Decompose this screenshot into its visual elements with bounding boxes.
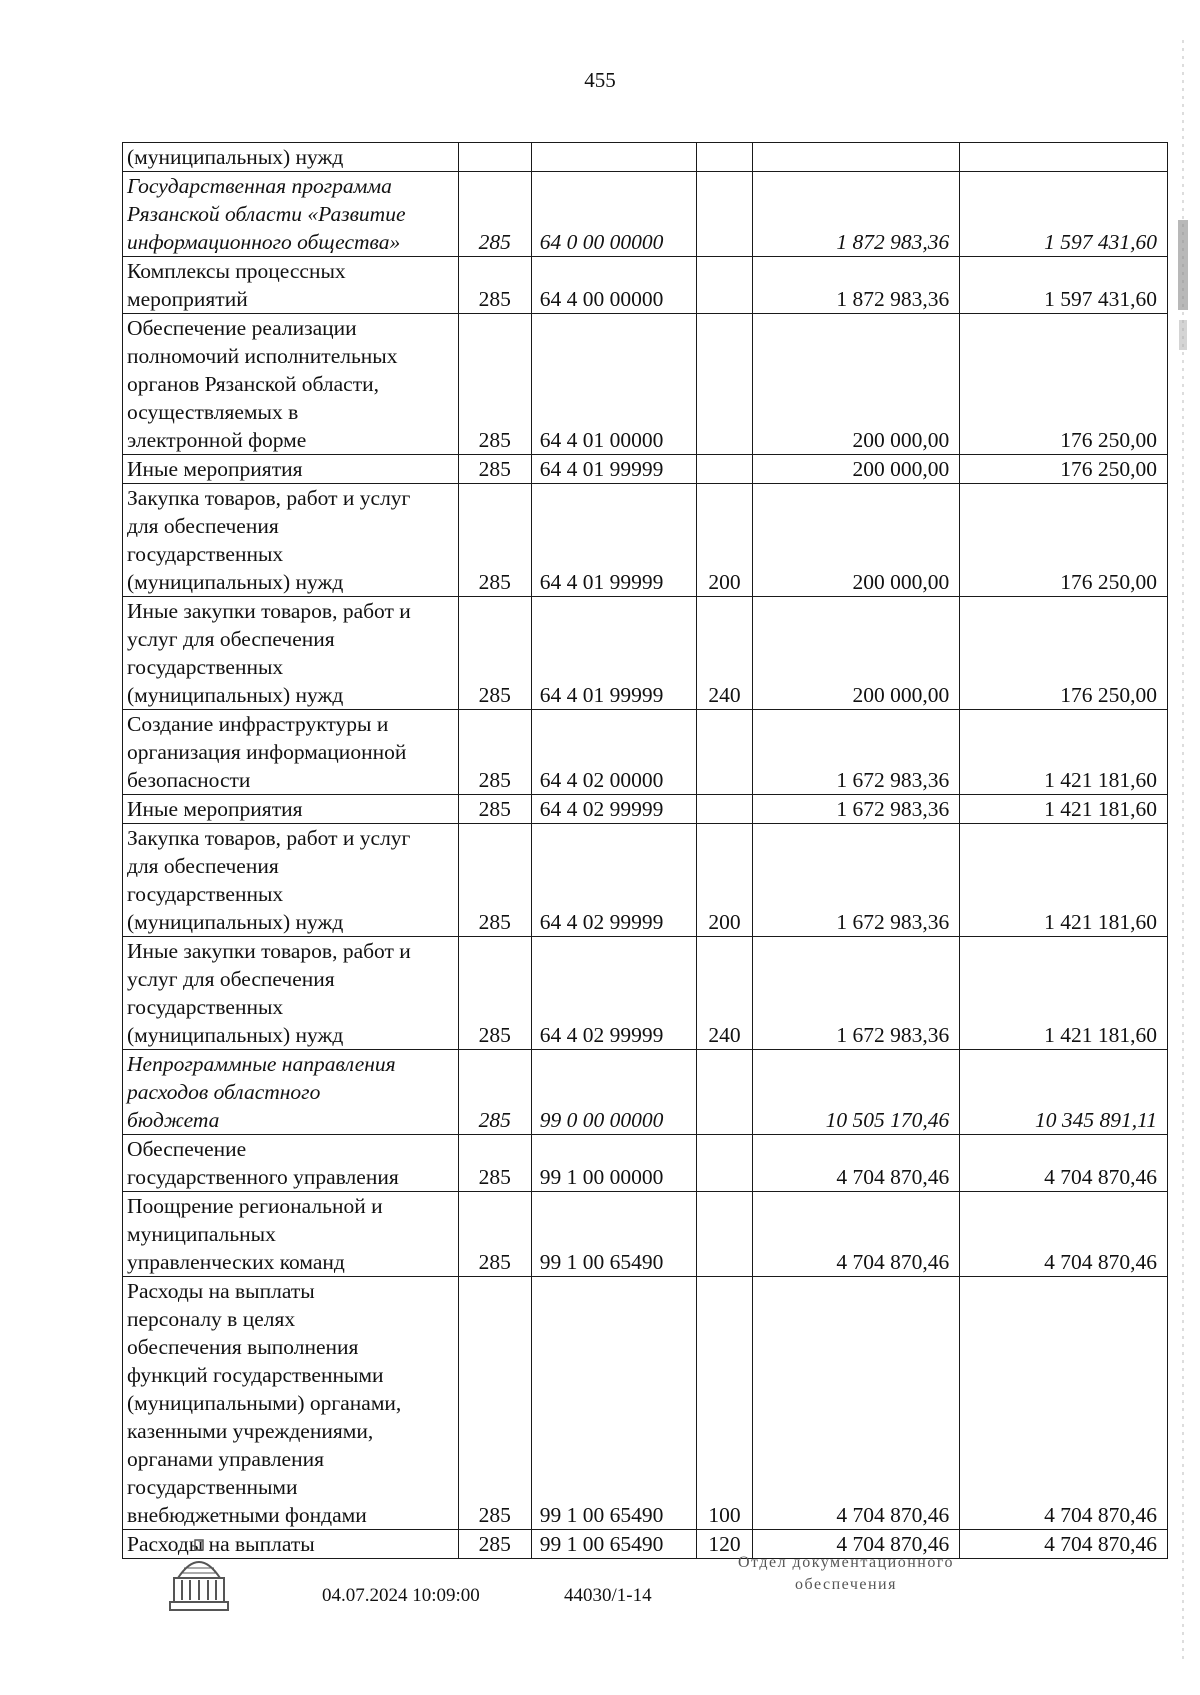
- row-amount-second: [960, 143, 1168, 172]
- row-ministry-code: 285: [458, 710, 531, 795]
- row-amount-second: 1 421 181,60: [960, 937, 1168, 1050]
- row-name-line: казенными учреждениями,: [127, 1419, 374, 1443]
- row-target-article: 64 4 02 99999: [531, 937, 697, 1050]
- row-expense-type: 100: [697, 1277, 752, 1530]
- row-name-line: государственных: [127, 882, 284, 906]
- row-name: [123, 795, 459, 824]
- row-name-line: управленческих команд: [127, 1250, 345, 1274]
- footer-date: 04.07.2024 10:09:00: [322, 1585, 480, 1606]
- row-name-line: Рязанской области «Развитие: [127, 202, 406, 226]
- row-amount-first: 10 505 170,46: [752, 1050, 960, 1135]
- row-target-article: 64 4 02 99999: [531, 795, 697, 824]
- row-amount-second: 176 250,00: [960, 455, 1168, 484]
- row-amount-first: 1 672 983,36: [752, 710, 960, 795]
- row-name-line: полномочий исполнительных: [127, 344, 398, 368]
- table-row: [123, 1530, 1168, 1559]
- table-row: [123, 484, 1168, 597]
- row-name-line: органов Рязанской области,: [127, 372, 379, 396]
- row-amount-first: 1 872 983,36: [752, 172, 960, 257]
- row-name: [123, 455, 459, 484]
- row-name-line: Закупка товаров, работ и услуг: [127, 826, 411, 850]
- table-row: [123, 1277, 1168, 1530]
- table-row: [123, 710, 1168, 795]
- table-row: [123, 314, 1168, 455]
- row-name: [123, 143, 459, 172]
- row-amount-first: 1 672 983,36: [752, 824, 960, 937]
- row-name: [123, 1050, 459, 1135]
- row-ministry-code: 285: [458, 1050, 531, 1135]
- row-name-line: Закупка товаров, работ и услуг: [127, 486, 411, 510]
- row-name-line: услуг для обеспечения: [127, 627, 335, 651]
- row-expense-type: 240: [697, 597, 752, 710]
- row-name-line: бюджета: [127, 1108, 220, 1132]
- row-name-line: для обеспечения: [127, 514, 279, 538]
- row-expense-type: [697, 257, 752, 314]
- row-target-article: 64 4 02 00000: [531, 710, 697, 795]
- page-number: 455: [584, 68, 616, 92]
- table-row: [123, 937, 1168, 1050]
- row-name: [123, 824, 459, 937]
- stamp-line-2: обеспечения: [795, 1576, 897, 1593]
- row-amount-second: 4 704 870,46: [960, 1530, 1168, 1559]
- row-ministry-code: 285: [458, 314, 531, 455]
- row-target-article: 99 0 00 00000: [531, 1050, 697, 1135]
- row-name-line: государственного управления: [127, 1165, 399, 1189]
- duma-emblem-icon: [168, 1538, 230, 1612]
- row-name-line: внебюджетными фондами: [127, 1503, 367, 1527]
- row-expense-type: 120: [697, 1530, 752, 1559]
- row-name-line: (муниципальных) нужд: [127, 145, 344, 169]
- row-name-line: государственных: [127, 995, 284, 1019]
- row-expense-type: 240: [697, 937, 752, 1050]
- row-ministry-code: 285: [458, 795, 531, 824]
- row-ministry-code: 285: [458, 597, 531, 710]
- row-name-line: электронной форме: [127, 428, 307, 452]
- row-name-line: Государственная программа: [127, 174, 392, 198]
- row-ministry-code: 285: [458, 1277, 531, 1530]
- row-amount-second: 176 250,00: [960, 484, 1168, 597]
- row-name-line: Иные мероприятия: [127, 457, 303, 481]
- row-amount-second: 4 704 870,46: [960, 1192, 1168, 1277]
- row-amount-first: 4 704 870,46: [752, 1530, 960, 1559]
- row-target-article: 99 1 00 65490: [531, 1277, 697, 1530]
- row-ministry-code: [458, 143, 531, 172]
- row-ministry-code: 285: [458, 824, 531, 937]
- table-row: [123, 455, 1168, 484]
- row-expense-type: [697, 710, 752, 795]
- row-amount-second: 1 597 431,60: [960, 172, 1168, 257]
- row-name-line: государственными: [127, 1475, 298, 1499]
- row-name-line: Иные закупки товаров, работ и: [127, 939, 411, 963]
- table-row: [123, 824, 1168, 937]
- row-ministry-code: 285: [458, 172, 531, 257]
- row-ministry-code: 285: [458, 455, 531, 484]
- row-name-line: персоналу в целях: [127, 1307, 296, 1331]
- table-row: [123, 1135, 1168, 1192]
- row-name-line: Расходы на выплаты: [127, 1532, 315, 1556]
- row-name-line: Непрограммные направления: [127, 1052, 396, 1076]
- row-name-line: муниципальных: [127, 1222, 276, 1246]
- row-name: [123, 257, 459, 314]
- row-expense-type: [697, 314, 752, 455]
- row-expense-type: [697, 1135, 752, 1192]
- row-name-line: информационного общества»: [127, 230, 401, 254]
- row-amount-first: 1 672 983,36: [752, 795, 960, 824]
- scan-margin-marks: [1176, 40, 1190, 1660]
- row-target-article: 64 4 01 99999: [531, 455, 697, 484]
- row-ministry-code: 285: [458, 1192, 531, 1277]
- row-name: [123, 1135, 459, 1192]
- row-name-line: (муниципальных) нужд: [127, 570, 344, 594]
- row-target-article: 64 4 00 00000: [531, 257, 697, 314]
- row-name-line: для обеспечения: [127, 854, 279, 878]
- row-amount-second: 1 421 181,60: [960, 795, 1168, 824]
- row-expense-type: [697, 143, 752, 172]
- row-amount-first: 4 704 870,46: [752, 1135, 960, 1192]
- row-amount-first: 4 704 870,46: [752, 1277, 960, 1530]
- row-amount-first: 1 672 983,36: [752, 937, 960, 1050]
- row-name: [123, 597, 459, 710]
- row-target-article: 99 1 00 00000: [531, 1135, 697, 1192]
- row-amount-first: 1 872 983,36: [752, 257, 960, 314]
- row-name-line: Комплексы процессных: [127, 259, 346, 283]
- row-amount-second: 1 597 431,60: [960, 257, 1168, 314]
- row-amount-second: 10 345 891,11: [960, 1050, 1168, 1135]
- row-amount-first: 4 704 870,46: [752, 1192, 960, 1277]
- row-name-line: расходов областного: [127, 1080, 321, 1104]
- row-target-article: 99 1 00 65490: [531, 1192, 697, 1277]
- table-row: [123, 1050, 1168, 1135]
- row-target-article: 64 4 01 00000: [531, 314, 697, 455]
- footer-registration-number: 44030/1-14: [564, 1585, 652, 1606]
- row-amount-second: 1 421 181,60: [960, 824, 1168, 937]
- row-name-line: (муниципальных) нужд: [127, 1023, 344, 1047]
- stamp-line-1: Отдел документационного: [737, 1554, 955, 1571]
- row-name-line: мероприятий: [127, 287, 248, 311]
- row-ministry-code: 285: [458, 1135, 531, 1192]
- row-expense-type: [697, 1192, 752, 1277]
- row-amount-second: 176 250,00: [960, 597, 1168, 710]
- table-row: [123, 597, 1168, 710]
- row-ministry-code: 285: [458, 1530, 531, 1559]
- row-ministry-code: 285: [458, 257, 531, 314]
- row-target-article: [531, 143, 697, 172]
- row-name-line: осуществляемых в: [127, 400, 299, 424]
- row-amount-second: 4 704 870,46: [960, 1277, 1168, 1530]
- department-stamp: [700, 1552, 992, 1596]
- row-amount-second: 176 250,00: [960, 314, 1168, 455]
- row-amount-second: 4 704 870,46: [960, 1135, 1168, 1192]
- table-row: [123, 257, 1168, 314]
- row-amount-first: 200 000,00: [752, 455, 960, 484]
- row-name-line: Обеспечение реализации: [127, 316, 357, 340]
- table-row: [123, 143, 1168, 172]
- row-name: [123, 1277, 459, 1530]
- table-row: [123, 795, 1168, 824]
- row-name-line: функций государственными: [127, 1363, 384, 1387]
- row-amount-first: 200 000,00: [752, 484, 960, 597]
- row-amount-first: [752, 143, 960, 172]
- row-name-line: (муниципальными) органами,: [127, 1391, 402, 1415]
- row-expense-type: 200: [697, 824, 752, 937]
- row-ministry-code: 285: [458, 937, 531, 1050]
- table-row: [123, 172, 1168, 257]
- row-name-line: Иные мероприятия: [127, 797, 303, 821]
- row-name: [123, 1192, 459, 1277]
- row-name-line: (муниципальных) нужд: [127, 910, 344, 934]
- row-name: [123, 314, 459, 455]
- row-name: [123, 172, 459, 257]
- row-name-line: (муниципальных) нужд: [127, 683, 344, 707]
- row-name: [123, 484, 459, 597]
- row-name-line: Поощрение региональной и: [127, 1194, 383, 1218]
- row-expense-type: [697, 1050, 752, 1135]
- row-target-article: 64 0 00 00000: [531, 172, 697, 257]
- table-row: [123, 1192, 1168, 1277]
- row-name: [123, 937, 459, 1050]
- row-target-article: 64 4 01 99999: [531, 597, 697, 710]
- row-expense-type: [697, 455, 752, 484]
- row-amount-first: 200 000,00: [752, 597, 960, 710]
- row-name-line: органами управления: [127, 1447, 324, 1471]
- row-name-line: услуг для обеспечения: [127, 967, 335, 991]
- row-amount-first: 200 000,00: [752, 314, 960, 455]
- row-expense-type: 200: [697, 484, 752, 597]
- row-name: [123, 710, 459, 795]
- budget-table: [122, 142, 1168, 1559]
- row-target-article: 64 4 01 99999: [531, 484, 697, 597]
- row-name-line: безопасности: [127, 768, 251, 792]
- row-name-line: организация информационной: [127, 740, 407, 764]
- row-target-article: 99 1 00 65490: [531, 1530, 697, 1559]
- row-name-line: Обеспечение: [127, 1137, 247, 1161]
- row-expense-type: [697, 795, 752, 824]
- row-name-line: Расходы на выплаты: [127, 1279, 315, 1303]
- row-expense-type: [697, 172, 752, 257]
- row-amount-second: 1 421 181,60: [960, 710, 1168, 795]
- row-name-line: обеспечения выполнения: [127, 1335, 359, 1359]
- row-ministry-code: 285: [458, 484, 531, 597]
- row-name-line: Создание инфраструктуры и: [127, 712, 389, 736]
- row-name-line: государственных: [127, 655, 284, 679]
- row-name-line: Иные закупки товаров, работ и: [127, 599, 411, 623]
- row-target-article: 64 4 02 99999: [531, 824, 697, 937]
- row-name-line: государственных: [127, 542, 284, 566]
